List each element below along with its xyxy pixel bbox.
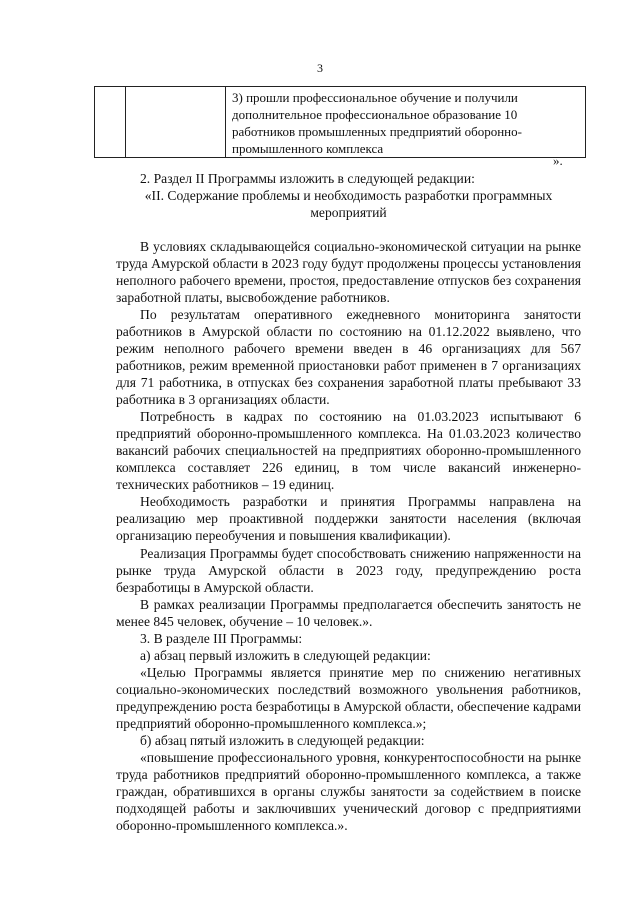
item-3: 3. В разделе III Программы: [140, 631, 303, 646]
paragraph-2 [116, 306, 581, 408]
table-cell-empty-2 [126, 87, 226, 158]
paragraph-7 [116, 664, 581, 732]
paragraph-5 [116, 545, 581, 596]
paragraph-7-text: «Целью Программы является принятие мер по снижению негативных социально-экономических последствий возможного увольнения работников, предупреждению роста безработицы в Амурской области, обеспечение кадрами предприятий оборонно-промышленного комплекса.»; [116, 665, 581, 731]
paragraph-4 [116, 493, 581, 544]
table-cell-empty-1 [95, 87, 126, 158]
paragraph-6-text: В рамках реализации Программы предполагается обеспечить занятость не менее 845 человек, обучение – 10 человек.». [116, 597, 581, 629]
paragraph-1 [116, 238, 581, 306]
table-cell-text: 3) прошли профессиональное обучение и получили дополнительное профессиональное образование 10 работников промышленных предприятий оборонно-промышленного комплекса [226, 87, 586, 158]
table-row [95, 87, 586, 158]
paragraph-3-text: Потребность в кадрах по состоянию на 01.03.2023 испытывают 6 предприятий оборонно-промышленного комплекса. На 01.03.2023 количество вакансий рабочих специальностей на предприятиях оборонно-промышленного комплекса составляет 226 единиц, в том числе вакансий инженерно-технических работников – 19 единиц. [116, 409, 581, 492]
paragraph-6 [116, 596, 581, 630]
paragraph-5-text: Реализация Программы будет способствовать снижению напряженности на рынке труда Амурской области в 2023 году, предупреждению роста безработицы в Амурской области. [116, 546, 581, 595]
continued-table [94, 86, 586, 158]
paragraph-4-text: Необходимость разработки и принятия Программы направлена на реализацию мер проактивной поддержки занятости населения (включая организацию переобучения и повышения квалификации). [116, 494, 581, 543]
item-2: 2. Раздел II Программы изложить в следующей редакции: [140, 171, 475, 186]
paragraph-3 [116, 408, 581, 493]
paragraph-2-text: По результатам оперативного ежедневного мониторинга занятости работников в Амурской области по состоянию на 01.12.2022 выявлено, что режим неполного рабочего времени введен в 46 организациях для 567 работников, режим временной приостановки работ применен в 7 организациях для 71 работника, в отпусках без сохранения заработной платы пребывают 33 работника в 3 организациях области. [116, 307, 581, 407]
section-heading: «II. Содержание проблемы и необходимость разработки программных мероприятий [144, 188, 553, 220]
item-3a: а) абзац первый изложить в следующей редакции: [140, 648, 431, 663]
item-3b: б) абзац пятый изложить в следующей редакции: [140, 733, 425, 748]
page-number: 3 [317, 61, 323, 75]
paragraph-8 [116, 749, 581, 834]
paragraph-8-text: «повышение профессионального уровня, конкурентоспособности на рынке труда работников предприятий оборонно-промышленного комплекса, а также граждан, обратившихся в органы службы занятости за содействием в поиске подходящей работы и заключивших ученический договор с предприятиями оборонно-промышленного комплекса.». [116, 750, 581, 833]
paragraph-1-text: В условиях складывающейся социально-экономической ситуации на рынке труда Амурской области в 2023 году будут продолжены процессы установления неполного рабочего времени, простоя, предоставление отпусков без сохранения заработной платы, высвобождение работников. [116, 239, 581, 305]
table-quote-end: ». [553, 153, 563, 168]
